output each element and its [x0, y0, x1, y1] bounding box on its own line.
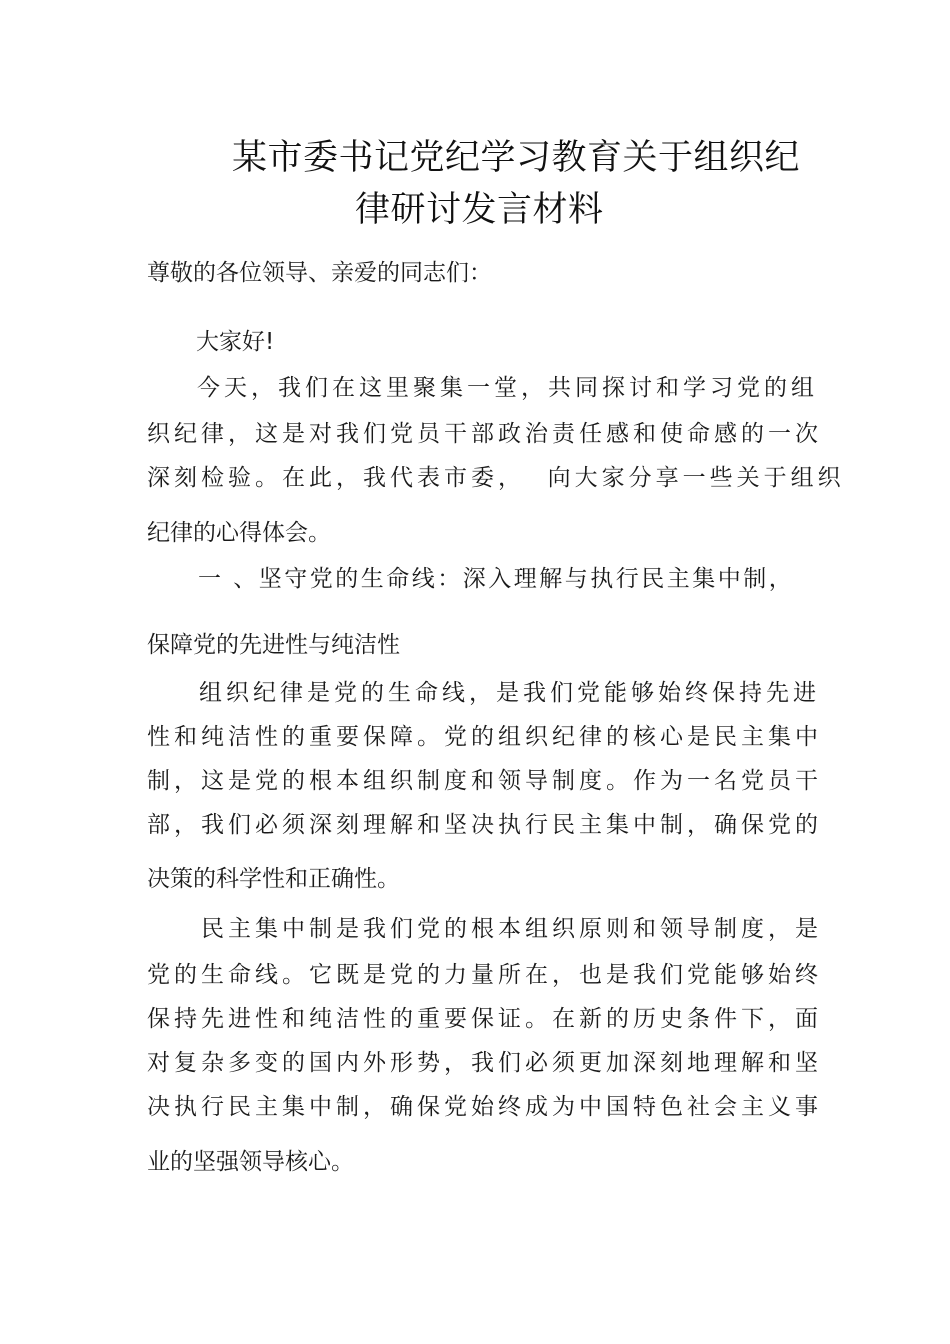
para2-line-3: 保持先进性和纯洁性的重要保证。在新的历史条件下，面 — [147, 1006, 822, 1032]
intro-line-2: 织纪律，这是对我们党员干部政治责任感和使命感的一次 — [147, 421, 822, 447]
intro-line-3: 深刻检验。在此，我代表市委， 向大家分享一些关于组织 — [147, 465, 845, 491]
intro-line-4: 纪律的心得体会。 — [147, 520, 331, 546]
para2-line-5: 决执行民主集中制，确保党始终成为中国特色社会主义事 — [147, 1094, 822, 1120]
para1-line-2: 性和纯洁性的重要保障。党的组织纪律的核心是民主集中 — [147, 724, 822, 750]
para1-line-5: 决策的科学性和正确性。 — [147, 866, 400, 892]
section1-heading-line-2: 保障党的先进性与纯洁性 — [147, 632, 400, 658]
document-title-line-1: 某市委书记党纪学习教育关于组织纪 — [232, 138, 801, 178]
para1-line-4: 部，我们必须深刻理解和坚决执行民主集中制，确保党的 — [147, 812, 822, 838]
para2-line-2: 党的生命线。它既是党的力量所在，也是我们党能够始终 — [147, 962, 822, 988]
greeting: 大家好! — [196, 329, 275, 355]
para2-line-6: 业的坚强领导核心。 — [147, 1149, 354, 1175]
document-title-line-2: 律研讨发言材料 — [355, 190, 604, 230]
para1-line-1: 组织纪律是党的生命线，是我们党能够始终保持先进 — [199, 680, 820, 706]
para2-line-4: 对复杂多变的国内外形势，我们必须更加深刻地理解和坚 — [147, 1050, 822, 1076]
salutation: 尊敬的各位领导、亲爱的同志们： — [147, 260, 492, 286]
para1-line-3: 制，这是党的根本组织制度和领导制度。作为一名党员干 — [147, 768, 822, 794]
section1-heading-line-1: 一 、坚守党的生命线：深入理解与执行民主集中制， — [198, 566, 795, 592]
para2-line-1: 民主集中制是我们党的根本组织原则和领导制度，是 — [201, 916, 822, 942]
intro-line-1: 今天，我们在这里聚集一堂，共同探讨和学习党的组 — [197, 375, 818, 401]
